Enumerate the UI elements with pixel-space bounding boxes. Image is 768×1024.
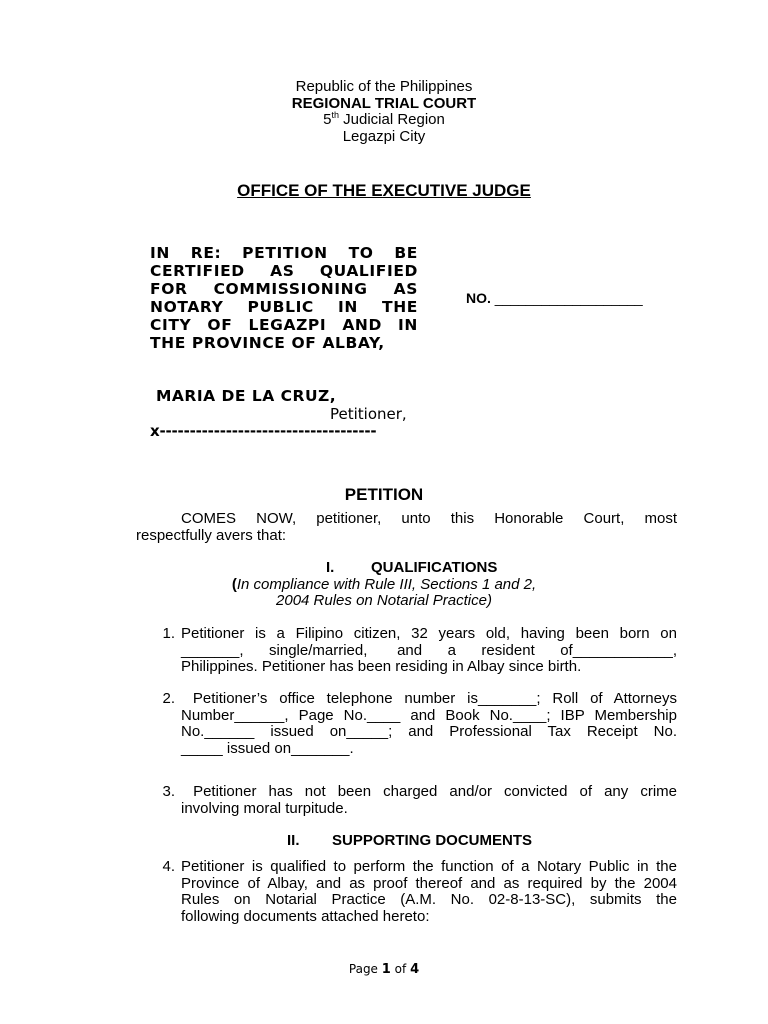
list-item: Petitioner has not been charged and/or convicted of any crime involving moral turpitude.: [181, 783, 677, 817]
petitioner-name: MARIA DE LA CRUZ,: [156, 387, 337, 405]
caption-line: CITY OF LEGAZPI AND IN: [150, 316, 418, 334]
republic-line: Republic of the Philippines: [295, 78, 473, 95]
caption-line: NOTARY PUBLIC IN THE: [150, 298, 418, 316]
item-number: 1.: [162, 625, 175, 642]
caption-separator: x------------------------------------: [150, 422, 377, 440]
petition-title: PETITION: [344, 485, 424, 504]
list-item: Petitioner is qualified to perform the function of a Notary Public in the Province of Albay, and as proof thereof and as required by the 2004 Rules on Notarial Practice (A.M. No. 02-8-13-SC), submits the following documents attached hereto:: [181, 858, 677, 925]
city-line: Legazpi City: [342, 127, 426, 145]
item-number: 3.: [162, 783, 175, 800]
caption-line: FOR COMMISSIONING AS: [150, 280, 418, 298]
intro-line-2: respectfully avers that:: [136, 527, 287, 544]
list-item: Petitioner is a Filipino citizen, 32 years old, having been born on _______, single/married, and a resident of____________, Philippines. Petitioner has been residing in Albay since birth.: [181, 625, 677, 675]
item-number: 4.: [162, 858, 175, 875]
item-number: 2.: [162, 690, 175, 707]
of-label: of: [394, 962, 407, 976]
section-1-roman: I.: [326, 559, 335, 576]
petitioner-role: Petitioner,: [330, 405, 407, 423]
page-footer: [0, 962, 768, 977]
office-title: OFFICE OF THE EXECUTIVE JUDGE: [237, 181, 531, 200]
current-page: 1: [381, 962, 391, 977]
case-number-label: NO.: [466, 290, 491, 306]
judicial-region: 5th Judicial Region: [323, 110, 445, 128]
section-2-roman: II.: [287, 832, 300, 849]
caption-line: IN RE: PETITION TO BE: [150, 244, 418, 262]
court-name: REGIONAL TRIAL COURT: [291, 94, 477, 112]
section-1-subtitle-2: 2004 Rules on Notarial Practice): [276, 592, 492, 609]
case-number: [466, 290, 643, 306]
case-number-blank: ___________________: [494, 290, 643, 306]
section-1-heading: QUALIFICATIONS: [371, 559, 498, 576]
case-caption: [150, 244, 418, 352]
court-header: [0, 79, 768, 145]
page-label: Page: [348, 962, 378, 976]
section-2-heading: SUPPORTING DOCUMENTS: [332, 832, 533, 849]
list-item: Petitioner’s office telephone number is_______; Roll of Attorneys Number______, Page No.____ and Book No.____; IBP Membership No.______ issued on_____; and Professional Tax Receipt No. _____ issued on_______.: [181, 690, 677, 757]
section-1-subtitle: (In compliance with Rule III, Sections 1 and 2,: [231, 576, 537, 593]
intro-line-1: COMES NOW, petitioner, unto this Honorable Court, most: [181, 510, 677, 527]
caption-line: CERTIFIED AS QUALIFIED: [150, 262, 418, 280]
total-pages: 4: [410, 962, 420, 977]
caption-line: THE PROVINCE OF ALBAY,: [150, 334, 385, 352]
